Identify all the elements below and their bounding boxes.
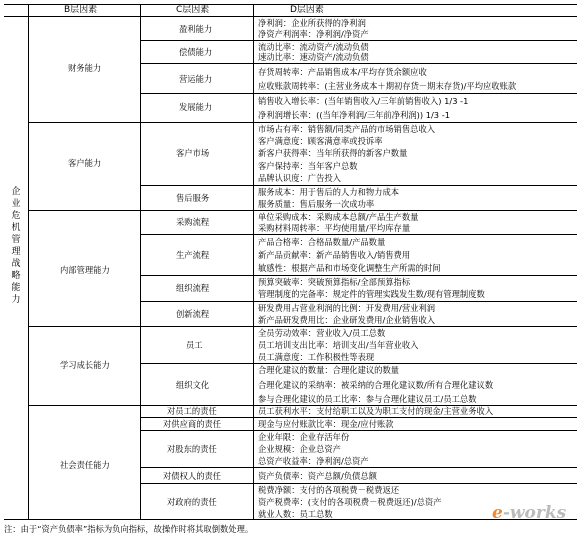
d-item: 全员劳动效率：营业收入/员工总数	[258, 328, 386, 338]
d-item: 税费净额：支付的各项税费－税费返还	[258, 485, 400, 495]
d-item: 企业规模：企业总资产	[258, 444, 341, 454]
d-sep-2	[253, 63, 577, 64]
d-item: 就业人数：员工总数	[258, 509, 333, 519]
c-item-after-sales: 售后服务	[176, 193, 210, 203]
d-item: 单位采购成本：采购成本总额/产品生产数量	[258, 212, 419, 222]
d-sep-1	[253, 40, 577, 41]
d-item: 现金与应付账款比率：现金/应付账款	[258, 419, 394, 429]
b-item-internal-mgmt: 内部管理能力	[60, 265, 110, 275]
c-sep-10	[140, 326, 253, 327]
d-sep-8	[253, 275, 577, 276]
d-item: 应收账款周转率：(主营业务成本＋期初存货－期末存货)/平均应收账款	[258, 81, 517, 91]
c-sep-11	[140, 363, 253, 364]
d-item: 管理制度的完备率：规定件的管理实践发生数/现有管理制度数	[258, 289, 485, 299]
c-sep-3	[140, 93, 253, 94]
d-item: 客户保持率：当年客户总数	[258, 161, 358, 171]
d-sep-5	[253, 185, 577, 186]
d-sep-11	[253, 363, 577, 364]
d-item: 品牌认识度：广告投入	[258, 173, 341, 183]
d-sep-16	[253, 483, 577, 484]
c-sep-14	[140, 430, 253, 431]
a-layer-label: 企业危机管理战略能力	[11, 187, 21, 305]
b-item-financial: 财务能力	[68, 63, 102, 73]
c-sep-13	[140, 417, 253, 418]
d-sep-7	[253, 234, 577, 235]
d-sep-14	[253, 430, 577, 431]
d-item: 敏感性：根据产品和市场变化调整生产所需的时间	[258, 263, 441, 273]
d-item: 合理化建议的采纳率：被采纳的合理化建议数/所有合理化建议数	[258, 380, 494, 390]
c-item-org-culture: 组织文化	[176, 380, 210, 390]
d-sep-15	[253, 467, 577, 468]
d-item: 合理化建议的数量：合理化建议的数量	[258, 365, 400, 375]
d-item: 研发费用占营业利润的比例：开发费用/营业利润	[258, 303, 436, 313]
b-sep-1	[28, 122, 140, 123]
d-item: 员工满意度：工作积极性等表现	[258, 352, 375, 362]
c-item-staff: 员工	[186, 340, 203, 350]
eworks-logo: e-works	[492, 503, 567, 523]
header-c-factor: C层因素	[176, 5, 210, 15]
header-rule	[4, 16, 577, 17]
c-item-procurement: 采购流程	[176, 217, 210, 227]
d-item: 速动比率：速动资产/流动负债	[258, 52, 369, 62]
c-item-solvency: 偿债能力	[179, 47, 213, 57]
col-divider-c	[253, 4, 254, 519]
header-d-factor: D层因素	[290, 5, 324, 15]
col-divider-b	[140, 4, 141, 519]
c-sep-8	[140, 275, 253, 276]
d-item: 参与合理化建议的员工比率：参与合理化建议员工/员工总数	[258, 394, 477, 404]
d-item: 新客户获得率：当年所获得的新客户数量	[258, 148, 408, 158]
c-item-resp-creditors: 对债权人的责任	[163, 471, 222, 481]
d-sep-9	[253, 301, 577, 302]
d-item: 服务成本：用于售后的人力和物力成本	[258, 187, 400, 197]
d-item: 净利润：企业所获得的净利润	[258, 18, 366, 28]
b-sep-2	[28, 210, 140, 211]
c-item-profitability: 盈利能力	[179, 24, 213, 34]
d-item: 预算突破率：突破预算指标/全部预算指标	[258, 277, 411, 287]
b-item-learning: 学习成长能力	[60, 360, 110, 370]
d-item: 企业年限：企业存活年份	[258, 432, 350, 442]
c-sep-6	[140, 210, 253, 211]
c-sep-1	[140, 40, 253, 41]
c-sep-5	[140, 185, 253, 186]
d-item: 员工培训支出比率：培训支出/当年营业收入	[258, 340, 419, 350]
d-item: 净资产利润率：净利润/净资产	[258, 29, 369, 39]
c-item-resp-shareholders: 对股东的责任	[167, 444, 217, 454]
b-item-social: 社会责任能力	[60, 460, 110, 470]
d-item: 员工获利水平：支付给职工以及为职工支付的现金/主营业务收入	[258, 406, 494, 416]
c-item-operations: 营运能力	[179, 74, 213, 84]
c-item-resp-employees: 对员工的责任	[167, 406, 217, 416]
d-item: 净利润增长率：((当年净利润/三年前净利润)) 1/3 -1	[258, 110, 450, 120]
c-item-production: 生产流程	[176, 250, 210, 260]
d-item: 新产品研发费用比：企业研发费用/企业销售收入	[258, 315, 436, 325]
d-item: 总资产收益率：净利润/总资产	[258, 456, 369, 466]
d-item: 服务质量：售后服务一次成功率	[258, 199, 375, 209]
col-divider-a	[28, 4, 29, 519]
d-item: 流动比率：流动资产/流动负债	[258, 42, 369, 52]
c-item-customer-market: 客户市场	[176, 148, 210, 158]
d-sep-10	[253, 326, 577, 327]
c-item-innovation: 创新流程	[176, 309, 210, 319]
c-sep-15	[140, 467, 253, 468]
d-item: 资产税费率：(支付的各项税费－税费返还)/总资产	[258, 497, 442, 507]
c-item-resp-government: 对政府的责任	[167, 497, 217, 507]
b-item-customer: 客户能力	[68, 158, 102, 168]
header-b-factor: B层因素	[64, 5, 98, 15]
d-sep-3	[253, 93, 577, 94]
d-item: 销售收入增长率：(当年销售收入/三年前销售收入) 1/3 -1	[258, 96, 469, 106]
c-item-growth: 发展能力	[179, 102, 213, 112]
c-item-org-process: 组织流程	[176, 283, 210, 293]
table-footnote: 注：由于“资产负债率”指标为负向指标，故操作时将其取倒数处理。	[4, 524, 254, 534]
c-sep-2	[140, 63, 253, 64]
d-item: 新产品贡献率：新产品销售收入/销售费用	[258, 250, 411, 260]
d-item: 存货周转率：产品销售成本/平均存货余额应收	[258, 67, 427, 77]
d-item: 资产负债率：资产总额/负债总额	[258, 471, 377, 481]
d-item: 产品合格率：合格品数量/产品数量	[258, 237, 386, 247]
c-item-resp-suppliers: 对供应商的责任	[163, 419, 222, 429]
d-sep-13	[253, 417, 577, 418]
d-sep-4	[253, 122, 577, 123]
d-item: 采购材料周转率：平均使用量/平均库存量	[258, 223, 411, 233]
b-sep-4	[28, 405, 140, 406]
d-sep-6	[253, 210, 577, 211]
c-sep-7	[140, 234, 253, 235]
c-sep-4	[140, 122, 253, 123]
d-item: 客户满意度：顾客满意率或投诉率	[258, 136, 383, 146]
c-sep-9	[140, 301, 253, 302]
b-sep-3	[28, 326, 140, 327]
d-item: 市场占有率：销售额/同类产品的市场销售总收入	[258, 124, 436, 134]
c-sep-16	[140, 483, 253, 484]
